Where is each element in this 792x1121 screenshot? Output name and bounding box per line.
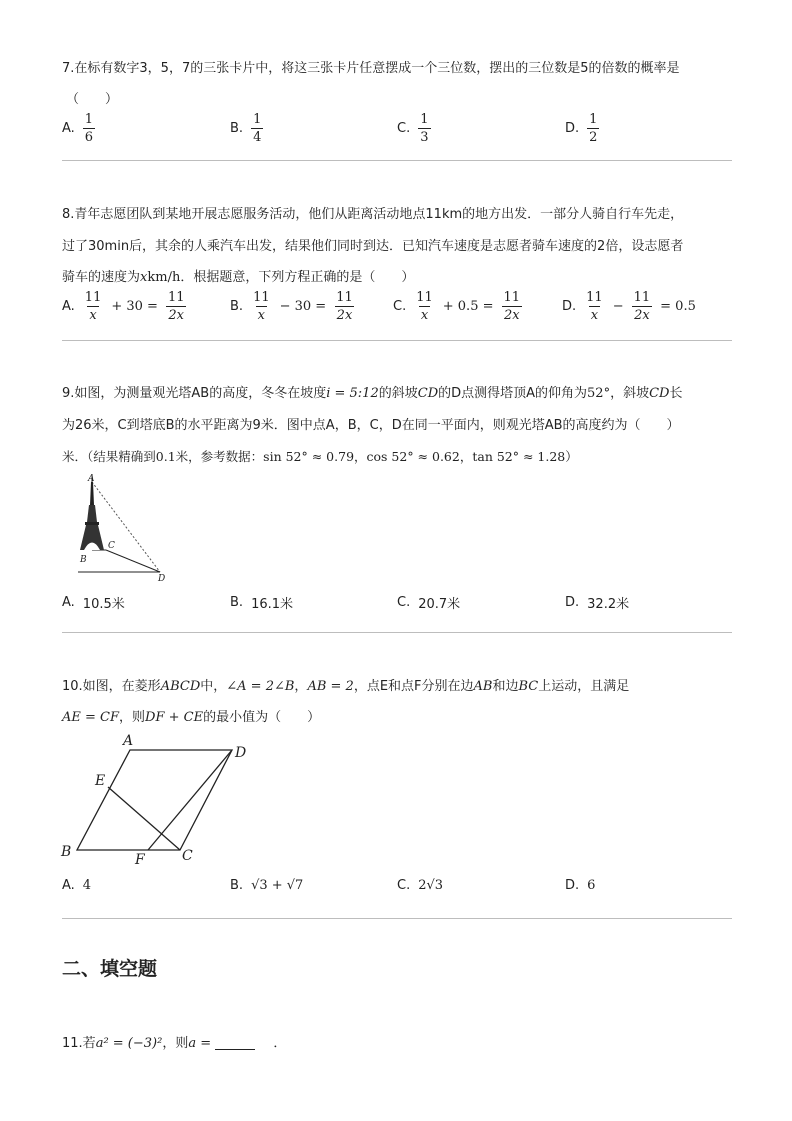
option-letter: C. <box>393 299 407 314</box>
q10-option-a[interactable]: A. 4 <box>62 878 92 893</box>
divider <box>62 632 732 633</box>
rhombus-figure <box>55 730 275 870</box>
label-B: B <box>61 844 72 860</box>
eiffel-tower-icon <box>80 474 104 550</box>
fraction: $\frac{1}{2}$ <box>589 112 598 145</box>
q11-line: 11.若a² = (−3)²，则a = ． <box>62 1036 287 1051</box>
label-D: D <box>158 574 166 584</box>
operator: + 30 = <box>111 299 158 314</box>
divider <box>62 918 732 919</box>
q10-option-c[interactable]: C. 2√3 <box>397 878 444 893</box>
q9-option-b[interactable]: B. 16.1米 <box>230 595 294 612</box>
option-letter: A. <box>62 121 75 136</box>
q7-option-c[interactable] <box>397 113 431 144</box>
label-C: C <box>108 541 115 551</box>
label-C: C <box>182 848 193 864</box>
operator: + 0.5 = <box>442 299 494 314</box>
segment-ce <box>108 787 180 850</box>
q7-paren: （ ） <box>66 92 119 107</box>
fraction: $\frac{11}{2x}$ <box>503 290 521 323</box>
fraction: $\frac{11}{x}$ <box>586 290 603 323</box>
option-letter: D. <box>565 121 580 136</box>
q9-option-d[interactable]: D. 32.2米 <box>565 595 630 612</box>
q9-line2: 为26米，C到塔底B的水平距离为9米．图中点A，B，C，D在同一平面内，则观光塔AB的高度约为（ ） <box>62 418 680 433</box>
fraction: $\frac{11}{2x}$ <box>336 290 353 323</box>
section-title: 二、填空题 <box>62 958 158 980</box>
fraction: $\frac{1}{3}$ <box>420 112 429 145</box>
option-letter: B. <box>230 121 244 136</box>
label-A: A <box>88 474 95 484</box>
q9-option-c[interactable]: C. 20.7米 <box>397 595 461 612</box>
q10-option-d[interactable]: D. 6 <box>565 878 596 893</box>
slope-line <box>106 550 160 572</box>
answer-blank[interactable] <box>215 1037 255 1050</box>
q10-option-b[interactable]: B. √3 + √7 <box>230 878 304 893</box>
q8-option-c[interactable] <box>393 291 522 322</box>
q10-line1: 10.如图，在菱形ABCD中，∠A = 2∠B，AB = 2，点E和点F分别在边AB和边BC上运动，且满足 <box>62 679 630 694</box>
q9-line3: 米．（结果精确到0.1米，参考数据：sin 52° ≈ 0.79，cos 52° ≈ 0.62，tan 52° ≈ 1.28） <box>62 449 578 464</box>
q8-line3: 骑车的速度为xkm/h．根据题意，下列方程正确的是（ ） <box>62 270 415 285</box>
fraction: $\frac{1}{4}$ <box>253 112 262 145</box>
divider <box>62 160 732 161</box>
q8-option-b[interactable] <box>230 291 355 322</box>
fraction: $\frac{11}{x}$ <box>253 290 270 323</box>
q8-line2: 过了30min后，其余的人乘汽车出发，结果他们同时到达．已知汽车速度是志愿者骑车速度的2倍，设志愿者 <box>62 239 684 254</box>
q7-option-b[interactable] <box>230 113 263 144</box>
q8-line1: 8.青年志愿团队到某地开展志愿服务活动，他们从距离活动地点11km的地方出发．一部分人骑自行车先走， <box>62 207 684 222</box>
fraction: $\frac{11}{2x}$ <box>167 290 185 323</box>
label-F: F <box>135 852 145 868</box>
q7-option-d[interactable] <box>565 113 599 144</box>
option-letter: B. <box>230 299 244 314</box>
label-A: A <box>123 733 134 749</box>
q8-option-d[interactable] <box>562 291 696 322</box>
q9-line1: 9.如图，为测量观光塔AB的高度，冬冬在坡度i = 5:12的斜坡CD的D点测得塔顶A的仰角为52°，斜坡CD长 <box>62 386 683 401</box>
option-letter: A. <box>62 299 75 314</box>
operator: − <box>612 299 624 314</box>
q10-line2: AE = CF，则DF + CE的最小值为（ ） <box>62 710 321 725</box>
q8-option-a[interactable] <box>62 291 186 322</box>
fraction: $\frac{11}{x}$ <box>416 290 433 323</box>
option-letter: D. <box>562 299 577 314</box>
label-B: B <box>80 555 87 565</box>
segment-df <box>148 750 232 850</box>
operator: − 30 = <box>279 299 327 314</box>
fraction: $\frac{1}{6}$ <box>84 112 94 145</box>
fraction: $\frac{11}{x}$ <box>84 290 102 323</box>
option-letter: C. <box>397 121 411 136</box>
label-D: D <box>235 745 247 761</box>
q7-option-a[interactable] <box>62 113 95 144</box>
tower-figure <box>70 470 180 585</box>
operator: = 0.5 <box>660 299 696 314</box>
rhombus-abcd <box>77 750 232 850</box>
divider <box>62 340 732 341</box>
q7-stem: 7.在标有数字3，5，7的三张卡片中，将这三张卡片任意摆成一个三位数，摆出的三位数是5的倍数的概率是 <box>62 61 680 76</box>
q9-option-a[interactable]: A. 10.5米 <box>62 595 125 612</box>
label-E: E <box>95 773 106 789</box>
fraction: $\frac{11}{2x}$ <box>633 290 651 323</box>
